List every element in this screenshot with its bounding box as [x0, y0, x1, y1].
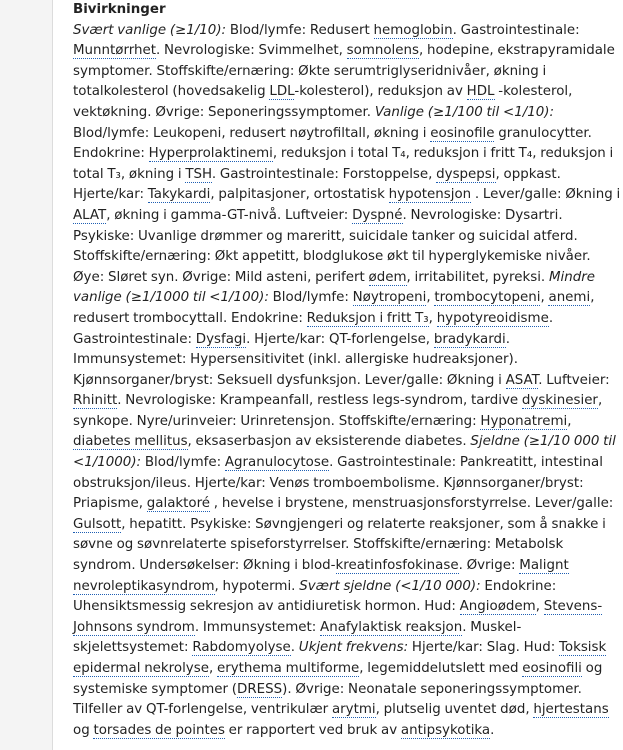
frequency-label: Mindre vanlige (≥1/1000 til <1/100): [73, 269, 595, 306]
glossary-term-link[interactable]: Rabdomyolyse [192, 640, 291, 656]
glossary-term-link[interactable]: eosinofili [522, 661, 582, 676]
body-text-run: , [208, 661, 217, 676]
frequency-label: Svært sjeldne (<1/10 000): [299, 578, 481, 594]
body-text-run: -kolesterol, vektøkning. Øvrige: Seponeringssymptomer. [73, 84, 573, 120]
glossary-term-link[interactable]: kreatinfosfokinase [335, 558, 459, 574]
frequency-label: Vanlige (≥1/100 til <1/10): [374, 104, 555, 120]
body-text-run: . Nevrologiske: Dysartri. Psykiske: Uvanlige drømmer og mareritt, suicidale tanker og suicidal atferd. Stoffskifte/ernæring: Økt appetitt, blodglukose økt til hyperglykemiske nivåer. Øye: Sløret syn. Øvrige: Mild asteni, perifert [73, 207, 591, 285]
glossary-term-link[interactable]: ALAT [73, 207, 107, 223]
body-text-run: , reduksjon i total T₄, reduksjon i fritt T₄, reduksjon i total T₃, økning i [73, 146, 614, 182]
glossary-term-link[interactable]: LDL [269, 84, 295, 100]
frequency-label: Svært vanlige (≥1/10): [73, 22, 227, 38]
body-text-run: , hevelse i brystene, menstruasjonsforstyrrelse. Lever/galle: [210, 496, 614, 512]
body-text-run: . Hjerte/kar: QT-forlengelse, [246, 331, 434, 347]
frequency-label: Sjeldne (≥1/10 000 til <1/1000): [73, 434, 616, 471]
glossary-term-link[interactable]: hypotyreoidisme [436, 310, 549, 326]
glossary-term-link[interactable]: somnolens [346, 43, 419, 59]
body-text-run: . Muskel-skjelettsystemet: [73, 619, 522, 656]
body-text-run: , legemiddelutslett med [359, 661, 523, 676]
glossary-term-link[interactable]: Malignt nevroleptikasyndrom [73, 558, 569, 594]
section-heading: Bivirkninger [73, 2, 166, 17]
body-text-run: , [428, 310, 437, 326]
glossary-term-link[interactable]: galaktoré [146, 496, 211, 512]
body-text-run: . Lever/galle: Økning i [471, 187, 621, 203]
body-text-run: , irritabilitet, pyreksi. [406, 269, 549, 285]
body-text-run: , hodepine, ekstrapyramidale symptomer. Stoffskifte/ernæring: Økte serumtriglyseridnivåer, økning i totalkolesterol (hovedsakelig [73, 43, 615, 100]
glossary-term-link[interactable]: TSH [185, 166, 212, 182]
frequency-label: Ukjent frekvens: [298, 640, 409, 656]
body-text-run: , hepatitt. Psykiske: Søvngjengeri og relaterte reaksjoner, som å snakke i søvne og søvnrelaterte spiseforstyrrelser. Stoffskifte/ernæring: Metabolsk syndrom. Undersøkelser: Økning i blod- [73, 516, 606, 574]
body-text-run: Blod/lymfe: Leukopeni, redusert nøytrofiltall, økning i [73, 125, 431, 141]
body-text-run: . Nevrologiske: Svimmelhet, [155, 43, 347, 59]
body-text-run: . Luftveier: [538, 372, 610, 388]
glossary-term-link[interactable]: Anafylaktisk reaksjon [320, 619, 463, 635]
glossary-term-link[interactable]: anemi [548, 290, 591, 306]
body-text-run: . Gastrointestinale: [452, 22, 580, 38]
glossary-term-link[interactable]: eosinofile [430, 125, 495, 141]
body-text-run: Blod/lymfe: [141, 455, 225, 471]
body-text-run: , plutselig uventet død, [375, 702, 534, 718]
glossary-term-link[interactable]: bradykardi [433, 331, 506, 347]
body-text-run: og systemiske symptomer ( [73, 661, 603, 697]
body-text-run: . Immunsystemet: [194, 619, 321, 635]
glossary-term-link[interactable]: hemoglobin [373, 22, 453, 38]
glossary-term-link[interactable]: arytmi [331, 702, 376, 718]
content-panel [52, 0, 623, 750]
body-text-run: , [535, 599, 544, 615]
body-text-run: , eksaserbasjon av eksisterende diabetes. [187, 434, 471, 450]
body-text-run: er rapportert ved bruk av [224, 722, 401, 738]
body-text-run: -kolesterol), reduksjon av [294, 84, 467, 100]
glossary-term-link[interactable]: dyspepsi [436, 166, 496, 182]
body-text-run: . Immunsystemet: Hypersensitivitet (inkl. allergiske hudreaksjoner). Kjønnsorganer/bryst: Seksuell dysfunksjon. Lever/galle: Økning i [73, 331, 518, 388]
body-text-run: , oppkast. Hjerte/kar: [73, 166, 561, 203]
glossary-term-link[interactable]: Toksisk epidermal nekrolyse [73, 640, 607, 676]
glossary-term-link[interactable]: Takykardi [147, 187, 211, 203]
body-text-run: . [490, 722, 495, 738]
glossary-term-link[interactable]: hypotensjon [388, 187, 472, 203]
body-text-run: . Gastrointestinale: [73, 310, 554, 347]
side-effects-text [73, 21, 623, 742]
body-text-run: Hjerte/kar: Slag. Hud: [408, 640, 559, 656]
body-text-run: Endokrine: Uhensiktsmessig sekresjon av antidiuretisk hormon. Hud: [73, 578, 557, 615]
glossary-term-link[interactable]: Agranulocytose [224, 455, 330, 471]
body-text-run: , [540, 290, 549, 306]
body-text-run: , palpitasjoner, ortostatisk [210, 187, 389, 203]
glossary-term-link[interactable]: DRESS [237, 681, 283, 697]
glossary-term-link[interactable]: antipsykotika [400, 722, 491, 738]
glossary-term-link[interactable]: erythema multiforme [216, 661, 360, 676]
glossary-term-link[interactable]: ASAT [505, 372, 539, 388]
glossary-term-link[interactable]: Rhinitt [73, 393, 118, 409]
glossary-term-link[interactable]: Angioødem [459, 599, 536, 615]
body-text-run: Blod/lymfe: [268, 290, 353, 306]
glossary-term-link[interactable]: Munntørrhet [73, 43, 156, 59]
body-text-run: , synkope. Nyre/urinveier: Urinretensjon. Stoffskifte/ernæring: [73, 393, 603, 429]
body-text-run: . Nevrologiske: Krampeanfall, restless legs-syndrom, tardive [117, 393, 522, 409]
body-text-run: Blod/lymfe: Redusert [226, 22, 374, 38]
body-text-run: , [426, 290, 435, 306]
glossary-term-link[interactable]: hjertestans [533, 702, 609, 718]
glossary-term-link[interactable]: trombocytopeni [434, 290, 541, 306]
glossary-term-link[interactable]: Dyspné [352, 207, 403, 223]
body-text-run: , redusert trombocyttall. Endokrine: [73, 290, 595, 326]
body-text-run: . Øvrige: [458, 558, 520, 574]
body-text-run: og [73, 722, 94, 738]
glossary-term-link[interactable]: Nøytropeni [352, 290, 427, 306]
body-text-run: , økning i gamma-GT-nivå. Luftveier: [106, 207, 353, 223]
glossary-term-link[interactable]: Stevens-Johnsons syndrom [73, 599, 603, 635]
glossary-term-link[interactable]: Gulsott [73, 516, 122, 532]
body-text-run: . [290, 640, 299, 656]
glossary-term-link[interactable]: HDL [466, 84, 495, 100]
glossary-term-link[interactable]: torsades de pointes [93, 722, 225, 738]
body-text-run: ). Øvrige: Neonatale seponeringssymptomer. Tilfeller av QT-forlengelse, ventrikulær [73, 681, 582, 718]
glossary-term-link[interactable]: dyskinesier [521, 393, 598, 409]
glossary-term-link[interactable]: Hyponatremi [480, 413, 568, 429]
body-text-run: . Gastrointestinale: Forstoppelse, [211, 166, 437, 182]
body-text-run: granulocytter. Endokrine: [73, 125, 592, 162]
body-text-run: , hypotermi. [214, 578, 300, 594]
body-text-run: . Gastrointestinale: Pankreatitt, intestinal obstruksjon/ileus. Hjerte/kar: Venøs tromboembolisme. Kjønnsorganer/bryst: Priapisme, [73, 455, 603, 512]
glossary-term-link[interactable]: Reduksjon i fritt T₃ [306, 310, 429, 326]
glossary-term-link[interactable]: ødem [368, 269, 407, 285]
glossary-term-link[interactable]: diabetes mellitus [73, 434, 188, 450]
glossary-term-link[interactable]: Hyperprolaktinemi [148, 146, 273, 162]
body-text-run: , [567, 413, 572, 429]
side-effects-section [73, 0, 623, 741]
glossary-term-link[interactable]: Dysfagi [195, 331, 247, 347]
